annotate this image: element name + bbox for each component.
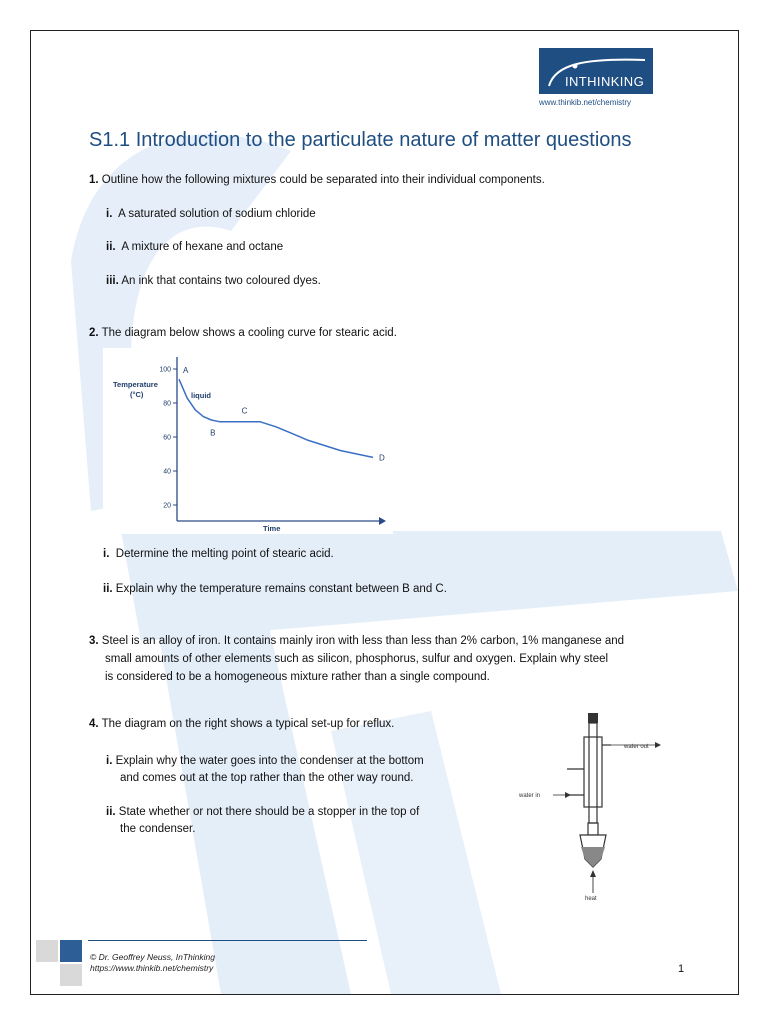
question-4-item-i bbox=[106, 753, 424, 787]
question-4-item-ii bbox=[106, 804, 419, 838]
question-1-text: Outline how the following mixtures could be separated into their individual components. bbox=[101, 174, 545, 186]
point-label-d: D bbox=[379, 453, 385, 463]
condenser-top-icon bbox=[588, 713, 598, 723]
item-text: An ink that contains two coloured dyes. bbox=[121, 275, 321, 287]
question-2 bbox=[89, 327, 397, 339]
arrow-right-icon bbox=[655, 742, 661, 748]
flask-contents bbox=[581, 847, 605, 867]
document-page bbox=[30, 30, 739, 995]
question-3-line-2: small amounts of other elements such as silicon, phosphorus, sulfur and oxygen. Explain why steel bbox=[105, 653, 609, 665]
item-number: ii. bbox=[106, 806, 116, 818]
item-line-2: and comes out at the top rather than the other way round. bbox=[120, 772, 414, 784]
cooling-curve-chart bbox=[103, 348, 393, 534]
condenser-inner-tube bbox=[589, 723, 597, 823]
inthinking-logo bbox=[539, 48, 653, 94]
item-line-2: the condenser. bbox=[120, 823, 196, 835]
reflux-diagram bbox=[505, 707, 667, 901]
point-label-a: A bbox=[183, 366, 189, 376]
footer-square-grey bbox=[36, 940, 58, 962]
footer-url[interactable]: https://www.thinkib.net/chemistry bbox=[90, 963, 214, 973]
question-2-item-i bbox=[103, 548, 334, 560]
question-4 bbox=[89, 718, 394, 730]
y-tick-label: 20 bbox=[163, 502, 171, 510]
question-1-number: 1. bbox=[89, 174, 99, 186]
question-1 bbox=[89, 174, 545, 186]
footer-copyright: © Dr. Geoffrey Neuss, InThinking bbox=[90, 952, 215, 962]
item-text: Determine the melting point of stearic acid. bbox=[115, 548, 334, 560]
x-axis-arrow-icon bbox=[379, 517, 386, 525]
footer-square-blue bbox=[60, 940, 82, 962]
question-1-item-i bbox=[106, 208, 316, 220]
question-1-item-iii bbox=[106, 275, 321, 287]
question-3 bbox=[89, 632, 624, 686]
footer-square-grey bbox=[60, 964, 82, 986]
item-number: i. bbox=[106, 755, 113, 767]
footer-divider bbox=[88, 940, 367, 941]
item-number: ii. bbox=[106, 241, 116, 253]
item-text: A saturated solution of sodium chloride bbox=[118, 208, 316, 220]
question-3-line-1: Steel is an alloy of iron. It contains mainly iron with less than less than 2% carbon, 1% manganese and bbox=[101, 635, 625, 647]
item-number: i. bbox=[106, 208, 113, 220]
heat-label: heat bbox=[585, 896, 597, 901]
water-in-label: water in bbox=[519, 793, 541, 799]
logo-url[interactable]: www.thinkib.net/chemistry bbox=[539, 98, 632, 107]
y-axis-label-line1: Temperature bbox=[113, 380, 158, 389]
condenser-jacket bbox=[584, 737, 602, 807]
item-text: A mixture of hexane and octane bbox=[121, 241, 284, 253]
point-label-b: B bbox=[210, 428, 216, 438]
logo-brand-text: INTHINKING bbox=[565, 74, 645, 89]
y-axis-label-line2: (°C) bbox=[130, 390, 144, 399]
item-number: i. bbox=[103, 548, 110, 560]
question-4-number: 4. bbox=[89, 718, 99, 730]
page-number: 1 bbox=[678, 963, 685, 975]
x-axis-label: Time bbox=[263, 524, 281, 533]
flask-neck bbox=[588, 823, 598, 835]
question-3-line-3: is considered to be a homogeneous mixture rather than a single compound. bbox=[105, 671, 490, 683]
y-tick-label: 100 bbox=[159, 366, 171, 374]
y-tick-label: 40 bbox=[163, 468, 171, 476]
question-2-number: 2. bbox=[89, 327, 99, 339]
question-4-text: The diagram on the right shows a typical set-up for reflux. bbox=[101, 718, 395, 730]
item-line-1: Explain why the water goes into the condenser at the bottom bbox=[115, 755, 424, 767]
cooling-curve-figure bbox=[103, 348, 393, 534]
arrow-up-icon bbox=[590, 870, 596, 877]
question-3-number: 3. bbox=[89, 635, 99, 647]
reflux-apparatus-drawing bbox=[505, 707, 667, 901]
y-tick-label: 60 bbox=[163, 434, 171, 442]
item-number: iii. bbox=[106, 275, 119, 287]
item-text: Explain why the temperature remains constant between B and C. bbox=[115, 583, 447, 595]
question-2-text: The diagram below shows a cooling curve for stearic acid. bbox=[101, 327, 397, 339]
item-number: ii. bbox=[103, 583, 113, 595]
region-label-liquid: liquid bbox=[191, 391, 211, 400]
water-out-label: water out bbox=[624, 744, 649, 750]
item-line-1: State whether or not there should be a stopper in the top of bbox=[118, 806, 420, 818]
question-2-item-ii bbox=[103, 583, 447, 595]
question-1-item-ii bbox=[106, 241, 283, 253]
page-title: S1.1 Introduction to the particulate nature of matter questions bbox=[89, 129, 632, 151]
arrow-right-icon bbox=[565, 792, 571, 798]
y-tick-label: 80 bbox=[163, 400, 171, 408]
point-label-c: C bbox=[241, 406, 248, 416]
